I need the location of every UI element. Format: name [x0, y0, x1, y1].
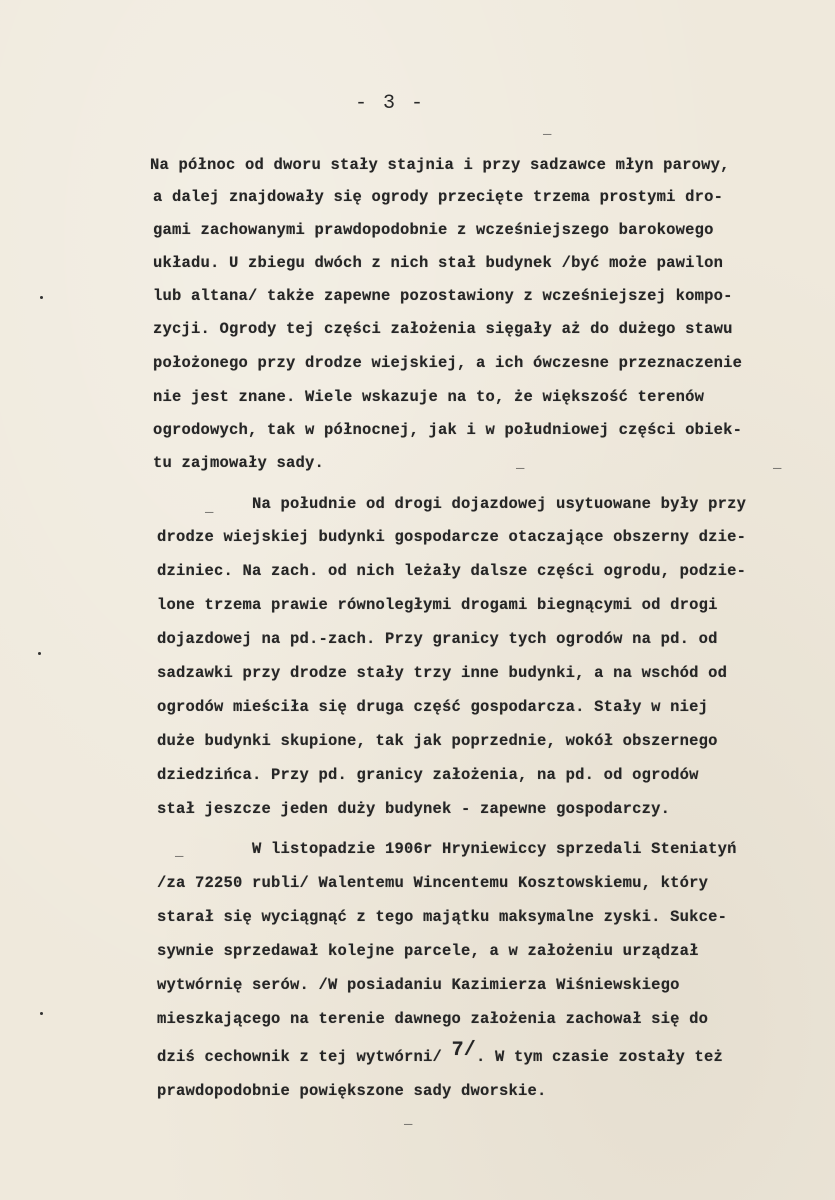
text-line-5: lub altana/ także zapewne pozostawiony z wcześniejszej kompo-: [153, 287, 733, 305]
margin-dot: [38, 652, 41, 655]
text-line-27-start: dziś cechownik z tej wytwórni/: [157, 1048, 443, 1066]
stray-mark: _: [543, 122, 552, 138]
text-line-24: sywnie sprzedawał kolejne parcele, a w założeniu urządzał: [157, 942, 699, 960]
text-line-11: Na południe od drogi dojazdowej usytuowane były przy: [233, 495, 747, 513]
text-line-10: tu zajmowały sady.: [153, 454, 325, 472]
text-line-23: starał się wyciągnąć z tego majątku maksymalne zyski. Sukce-: [157, 908, 728, 926]
text-line-2: a dalej znajdowały się ogrody przecięte trzema prostymi dro-: [153, 188, 724, 206]
text-line-7: położonego przy drodze wiejskiej, a ich ówczesne przeznaczenie: [153, 354, 743, 372]
text-line-15: dojazdowej na pd.-zach. Przy granicy tych ogrodów na pd. od: [157, 630, 718, 648]
text-line-1: Na północ od dworu stały stajnia i przy sadzawce młyn parowy,: [150, 156, 730, 174]
text-line-25: wytwórnię serów. /W posiadaniu Kazimierza Wiśniewskiego: [157, 976, 680, 994]
text-line-28: prawdopodobnie powiększone sady dworskie.: [157, 1082, 547, 1100]
text-line-9: ogrodowych, tak w północnej, jak i w południowej części obiek-: [153, 421, 743, 439]
text-line-22: /za 72250 rubli/ Walentemu Wincentemu Kosztowskiemu, który: [157, 874, 709, 892]
text-line-6: zycji. Ogrody tej części założenia sięgały aż do dużego stawu: [153, 320, 733, 338]
margin-dot: [40, 1012, 43, 1015]
text-line-18: duże budynki skupione, tak jak poprzednie, wokół obszernego: [157, 732, 718, 750]
stray-mark: _: [773, 456, 782, 472]
text-line-21: W listopadzie 1906r Hryniewiccy sprzedali Steniatyń: [233, 840, 737, 858]
footnote-marker: 7/: [451, 1039, 476, 1062]
stray-mark: _: [205, 500, 214, 516]
stray-mark: _: [175, 844, 184, 860]
text-line-19: dziedzińca. Przy pd. granicy założenia, na pd. od ogrodów: [157, 766, 699, 784]
text-line-3: gami zachowanymi prawdopodobnie z wcześniejszego barokowego: [153, 221, 714, 239]
margin-dot: [40, 296, 43, 299]
text-line-27: [157, 1039, 724, 1066]
text-line-16: sadzawki przy drodze stały trzy inne budynki, a na wschód od: [157, 664, 728, 682]
text-line-12: drodze wiejskiej budynki gospodarcze otaczające obszerny dzie-: [157, 528, 747, 546]
stray-mark: _: [404, 1112, 413, 1128]
text-line-8: nie jest znane. Wiele wskazuje na to, że większość terenów: [153, 388, 705, 406]
text-line-14: lone trzema prawie równoległymi drogami biegnącymi od drogi: [157, 596, 718, 614]
text-line-27-end: . W tym czasie zostały też: [475, 1048, 724, 1066]
text-line-20: stał jeszcze jeden duży budynek - zapewne gospodarczy.: [157, 800, 671, 818]
text-line-26: mieszkającego na terenie dawnego założenia zachował się do: [157, 1010, 709, 1028]
stray-mark: _: [516, 456, 525, 472]
text-line-13: dziniec. Na zach. od nich leżały dalsze części ogrodu, podzie-: [157, 562, 747, 580]
text-line-4: układu. U zbiegu dwóch z nich stał budynek /być może pawilon: [153, 254, 724, 272]
text-line-17: ogrodów mieściła się druga część gospodarcza. Stały w niej: [157, 698, 709, 716]
page-number: - 3 -: [355, 92, 426, 115]
